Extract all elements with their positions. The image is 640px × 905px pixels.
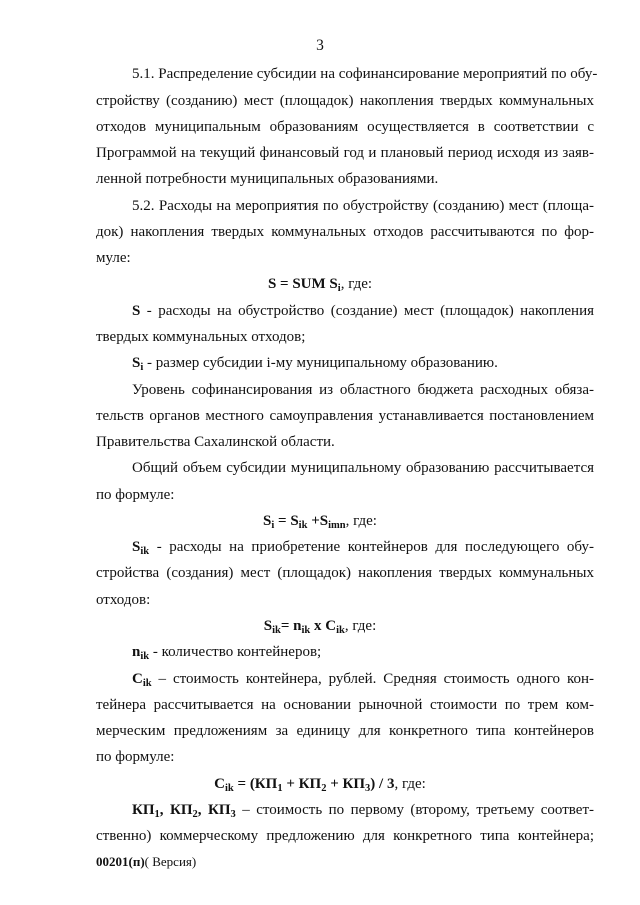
definition-kp-line-1: $КП_1$, $КП_2$, $КП_3$ – стоимость по первому (второму, третьему соответ- — [132, 802, 594, 821]
formula-sik: $S_{ik}= n_{ik}$ x $C_{ik}$, где: — [263, 618, 377, 637]
page-number: 3 — [316, 37, 324, 54]
definition-kp-line-2: ственно) коммерческому предложению для конкретного типа контейнера; — [96, 828, 594, 844]
paragraph-5-2-line-1: 5.2. Расходы на мероприятия по обустройству (созданию) мест (площа- — [132, 198, 594, 214]
definition-sik-line-2: стройства (создания) мест (площадок) накопления твердых коммунальных — [96, 565, 594, 581]
paragraph-5-1-line-3: отходов муниципальным образованиям осуществляется в соответствии с — [96, 119, 594, 135]
definition-si: $S_i$ - размер субсидии i-му муниципальному образованию. — [132, 355, 498, 374]
document-version: ( Версия) — [144, 854, 197, 869]
definition-cik-line-1: $C_{ik}$ – стоимость контейнера, рублей. Средняя стоимость одного кон- — [132, 671, 594, 690]
definition-cik-line-4: по формуле: — [96, 749, 175, 765]
definition-cik-line-3: мерческим предложениям за единицу для конкретного типа контейнеров — [96, 723, 594, 739]
formula-s-sum-expression: S = SUM S — [267, 276, 338, 292]
definition-s-line-1: S - расходы на обустройство (создание) мест (площадок) накопления — [132, 303, 594, 319]
document-footer — [96, 854, 196, 870]
definition-nik: $n_{ik}$ - количество контейнеров; — [132, 644, 322, 663]
document-code: 00201(п) — [96, 854, 145, 869]
paragraph-5-1-line-2: стройству (созданию) мест (площадок) накопления твердых коммунальных — [96, 93, 594, 109]
definition-s-line-2: твердых коммунальных отходов; — [96, 329, 306, 345]
total-subsidy-line-1: Общий объем субсидии муниципальному образованию рассчитывается — [132, 460, 594, 476]
paragraph-5-1-line-4: Программой на текущий финансовый год и плановый период исходя из заяв- — [96, 145, 594, 161]
paragraph-5-1-line-1: 5.1. Распределение субсидии на софинансирование мероприятий по обу- — [132, 66, 598, 82]
paragraph-5-2-line-3: муле: — [96, 250, 131, 266]
definition-cik-line-2: тейнера рассчитывается на основании рыночной стоимости по трем ком- — [96, 697, 594, 713]
definition-sik-line-3: отходов: — [96, 592, 151, 608]
cofinancing-line-2: тельств органов местного самоуправления устанавливается постановлением — [96, 408, 594, 424]
paragraph-5-2-line-2: док) накопления твердых коммунальных отходов рассчитываются по фор- — [96, 224, 594, 240]
definition-sik-line-1: $S_{ik}$ - расходы на приобретение контейнеров для последующего обу- — [132, 539, 594, 558]
cofinancing-line-3: Правительства Сахалинской области. — [96, 434, 335, 450]
formula-si: $S_i = S_{ik} +S_{imn}$, где: — [263, 513, 377, 532]
formula-s-sum: S = SUM $S_i$, где: — [267, 276, 373, 295]
formula-cik: $C_{ik} = (КП_1 + КП_2 + КП_3) / 3$, где: — [214, 776, 426, 795]
paragraph-5-1-line-5: ленной потребности муниципальных образованиями. — [96, 171, 439, 187]
cofinancing-line-1: Уровень софинансирования из областного бюджета расходных обяза- — [132, 382, 594, 398]
total-subsidy-line-2: по формуле: — [96, 487, 175, 503]
